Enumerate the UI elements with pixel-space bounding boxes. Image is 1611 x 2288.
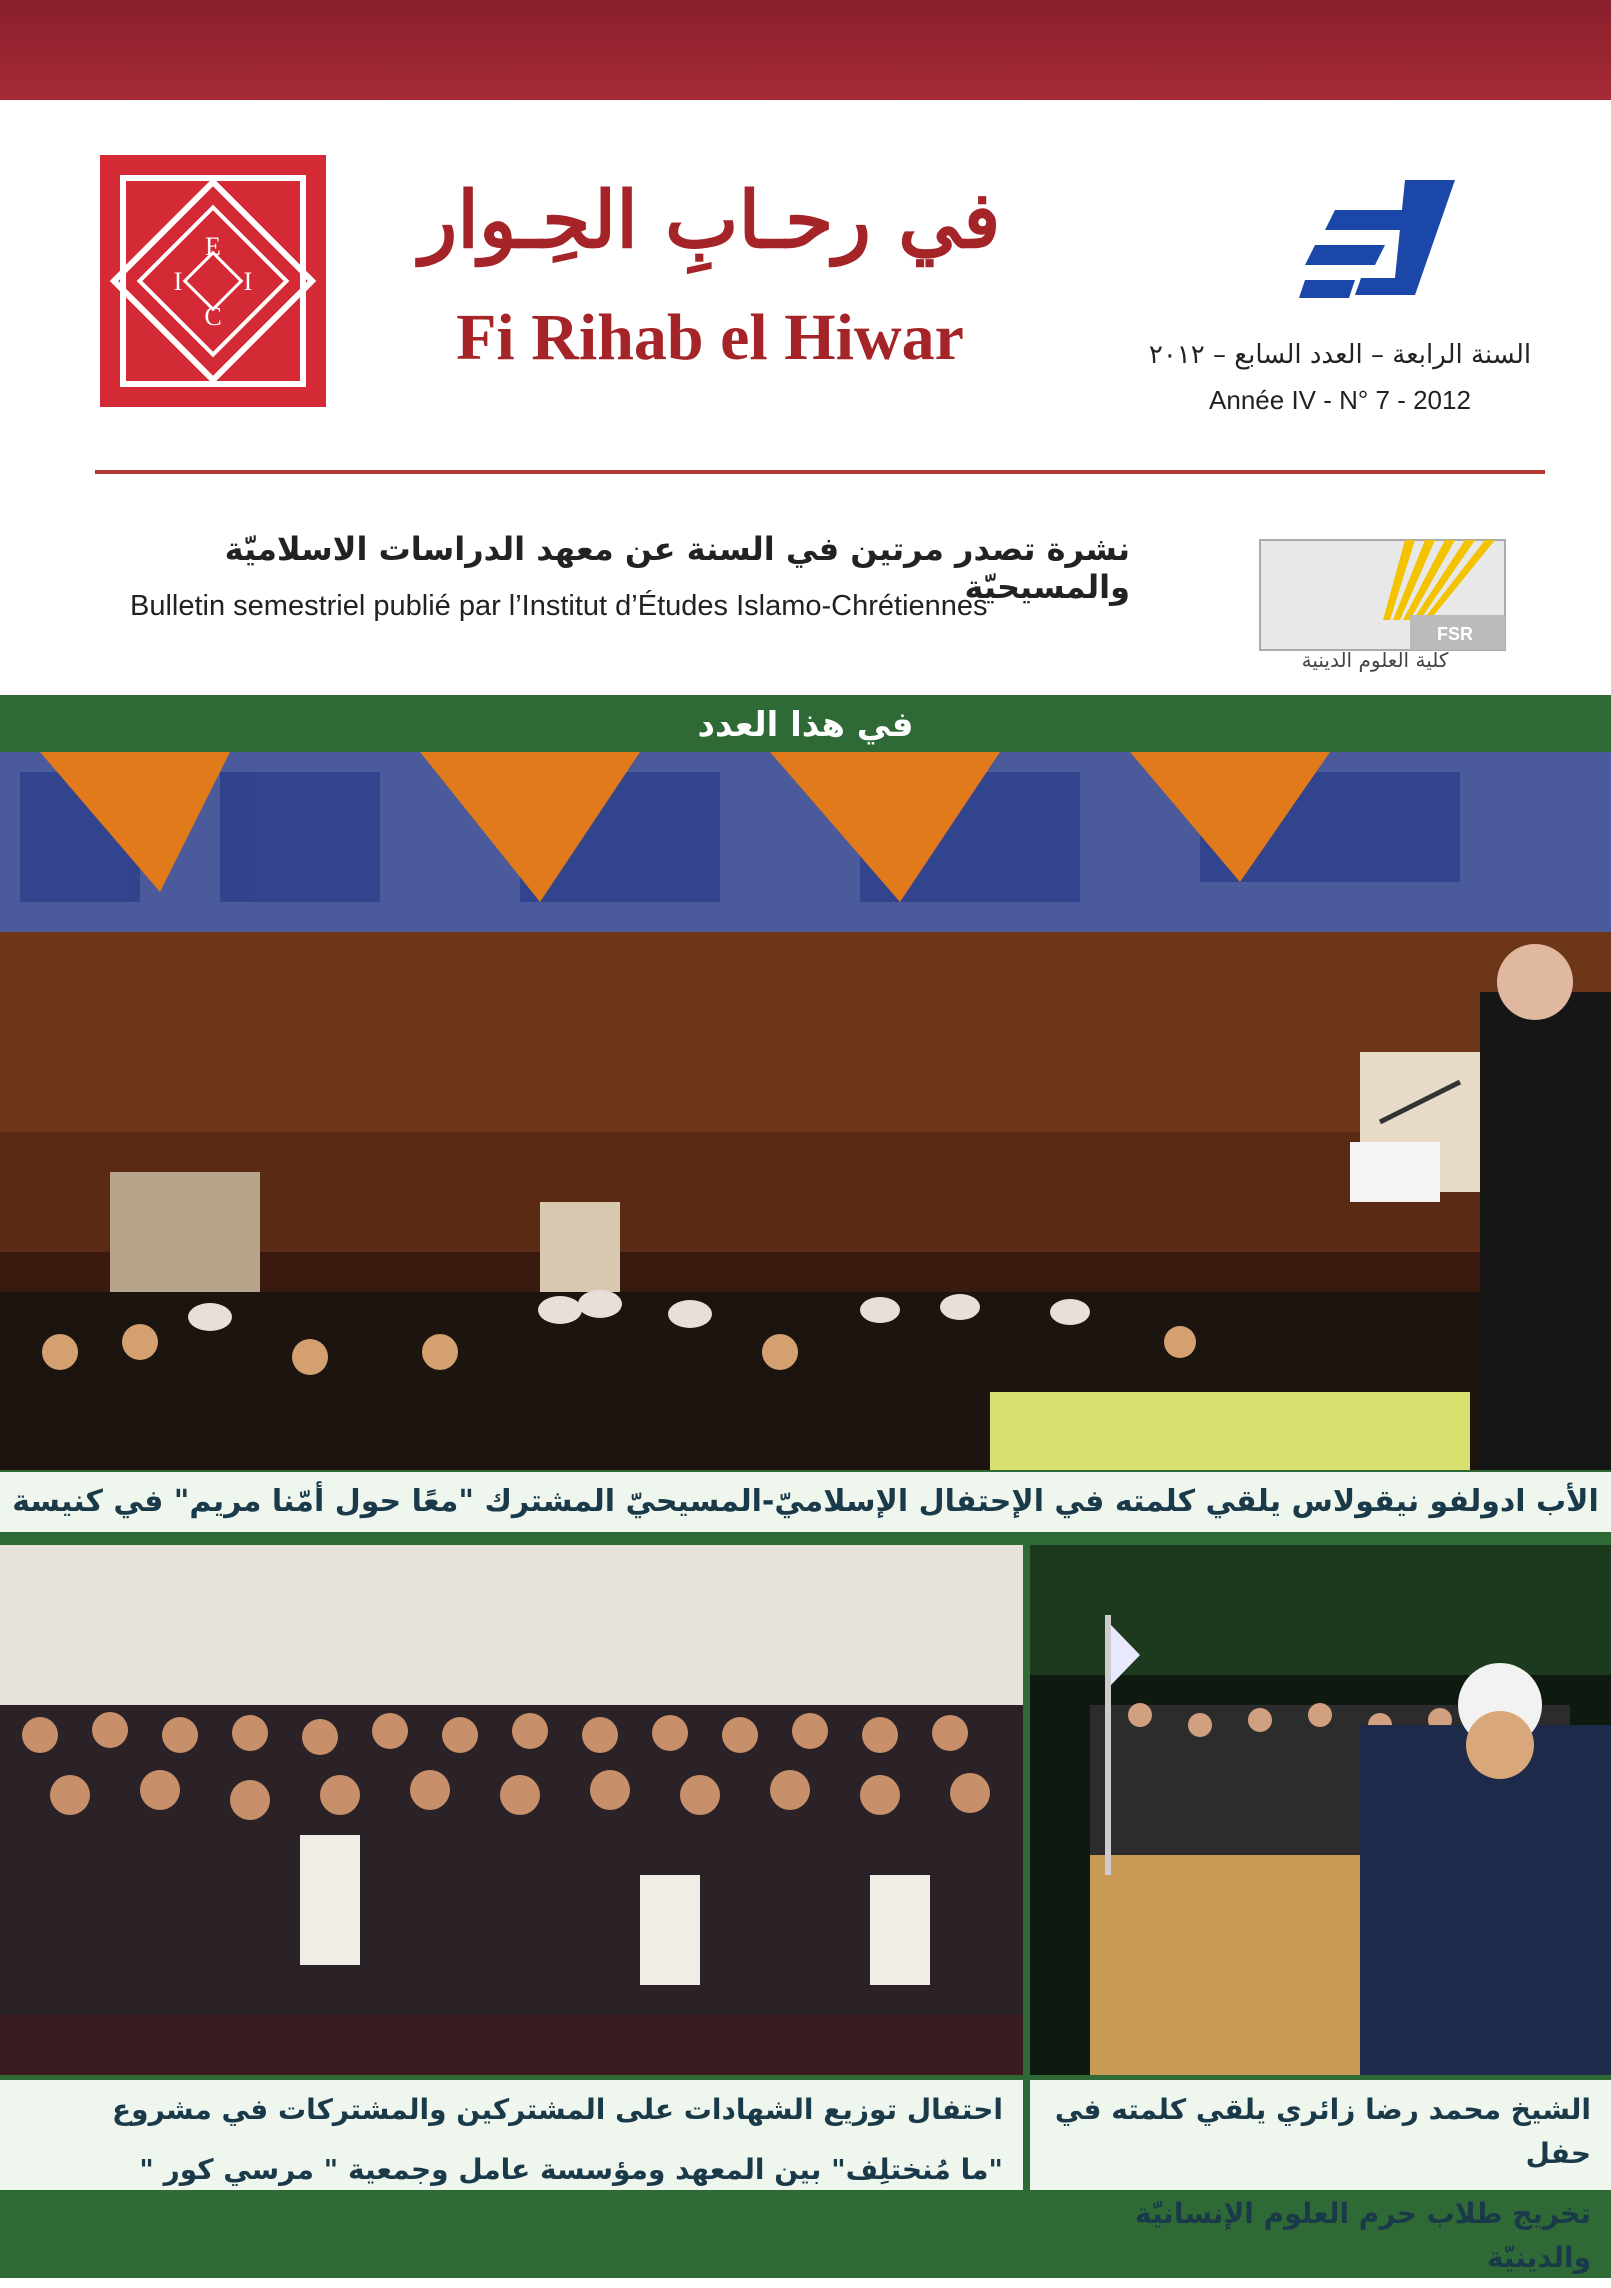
group-photo-caption-line-1: احتفال توزيع الشهادات على المشتركين والمشتركات في مشروع (112, 2093, 1003, 2126)
podium-speaker-photo (1030, 1545, 1611, 2075)
fsr-label: FSR (1437, 624, 1473, 644)
eiic-letter-e: E (205, 232, 221, 261)
issue-info-arabic: السنة الرابعة – العدد السابع – ٢٠١٢ (1148, 340, 1532, 370)
group-photo (0, 1545, 1023, 2075)
header-divider (95, 470, 1545, 474)
masthead-arabic-title: في رحـابِ الحِـوار (419, 175, 1001, 266)
podium-photo-caption-line-2: تخريج طلاب حرم العلوم الإنسانيّة والدينيّة (1135, 2197, 1591, 2274)
main-photo-caption-text: الأب ادولفو نيقولاس يلقي كلمته في الإحتفال الإسلاميّ-المسيحيّ المشترك "معًا حول أمّنا مريم" في كنيسة (12, 1484, 1599, 1519)
subtitle-french: Bulletin semestriel publié par l’Institut d’Études Islamo-Chrétiennes (130, 590, 988, 622)
fsr-caption-arabic: كلية العلوم الدينية (1301, 648, 1449, 672)
main-event-photo (0, 752, 1611, 1470)
eiic-letter-c: C (204, 302, 222, 331)
eiic-letter-i-right: I (243, 267, 253, 296)
main-photo-caption (0, 1472, 1611, 1532)
issue-info-french: Année IV - N° 7 - 2012 (1209, 385, 1471, 415)
podium-photo-caption (1030, 2080, 1611, 2274)
group-photo-caption (0, 2080, 1023, 2190)
subtitle-arabic: نشرة تصدر مرتين في السنة عن معهد الدراسات الاسلاميّة والمسيحيّة (224, 530, 1130, 606)
eiic-logo (100, 155, 326, 407)
eiic-letter-i-left: I (173, 267, 183, 296)
podium-photo-caption-line-1: الشيخ محمد رضا زائري يلقي كلمته في حفل (1054, 2093, 1591, 2170)
group-photo-caption-line-2: "ما مُنختلِف" بين المعهد ومؤسسة عامل وجمعية " مرسي كور " (139, 2153, 1003, 2186)
top-color-band (0, 0, 1611, 100)
usj-logo (1295, 170, 1465, 310)
section-title: في هذا العدد (697, 705, 914, 745)
masthead-english-title: Fi Rihab el Hiwar (456, 301, 964, 374)
